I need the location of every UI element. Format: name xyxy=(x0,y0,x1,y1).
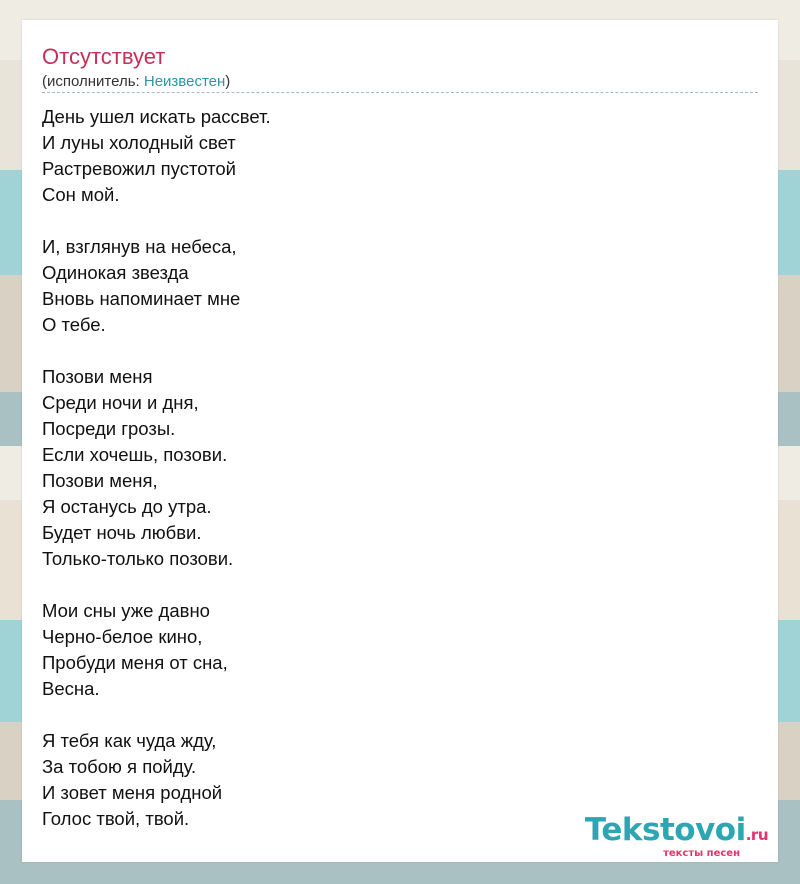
logo-domain: .ru xyxy=(745,826,768,844)
lyric-line: Будет ночь любви. xyxy=(42,522,202,543)
title-divider xyxy=(42,92,758,93)
lyric-line: Пробуди меня от сна, xyxy=(42,652,228,673)
lyric-line: Сон мой. xyxy=(42,184,120,205)
lyric-line: За тобою я пойду. xyxy=(42,756,197,777)
lyric-line: Растревожил пустотой xyxy=(42,158,237,179)
stanza xyxy=(42,598,742,702)
artist-link[interactable]: Неизвестен xyxy=(143,73,226,90)
lyric-line: И зовет меня родной xyxy=(42,782,223,803)
artist-prefix: (исполнитель: xyxy=(42,73,144,90)
lyrics-body xyxy=(42,104,742,832)
lyric-line: Посреди грозы. xyxy=(42,418,176,439)
lyric-line: Одинокая звезда xyxy=(42,262,189,283)
stanza xyxy=(42,104,742,208)
lyrics-card xyxy=(22,20,778,862)
lyric-line: Позови меня xyxy=(42,366,153,387)
lyric-line: Я останусь до утра. xyxy=(42,496,212,517)
lyric-line: Голос твой, твой. xyxy=(42,808,190,829)
artist-suffix: ) xyxy=(225,73,231,90)
logo-wordmark xyxy=(585,813,768,852)
stanza-gap xyxy=(42,702,742,728)
stanza-gap xyxy=(42,338,742,364)
lyric-line: День ушел искать рассвет. xyxy=(42,106,271,127)
lyric-line: Я тебя как чуда жду, xyxy=(42,730,217,751)
lyric-line: Мои сны уже давно xyxy=(42,600,210,621)
artist-line xyxy=(42,72,230,92)
lyric-line: Позови меня, xyxy=(42,470,158,491)
lyric-line: Черно-белое кино, xyxy=(42,626,203,647)
stanza-gap xyxy=(42,572,742,598)
lyric-line: Весна. xyxy=(42,678,100,699)
logo-tagline: тексты песен xyxy=(663,848,740,859)
lyric-line: Вновь напоминает мне xyxy=(42,288,241,309)
lyric-line: И луны холодный свет xyxy=(42,132,236,153)
stanza xyxy=(42,234,742,338)
lyric-line: И, взглянув на небеса, xyxy=(42,236,237,257)
logo-name: Tekstovoi xyxy=(584,812,746,848)
lyric-line: Если хочешь, позови. xyxy=(42,444,228,465)
stanza xyxy=(42,364,742,572)
stanza-gap xyxy=(42,208,742,234)
site-logo[interactable] xyxy=(585,813,768,859)
lyric-line: О тебе. xyxy=(42,314,106,335)
lyric-line: Только-только позови. xyxy=(42,548,234,569)
lyric-line: Среди ночи и дня, xyxy=(42,392,199,413)
song-title: Отсутствует xyxy=(42,44,166,69)
